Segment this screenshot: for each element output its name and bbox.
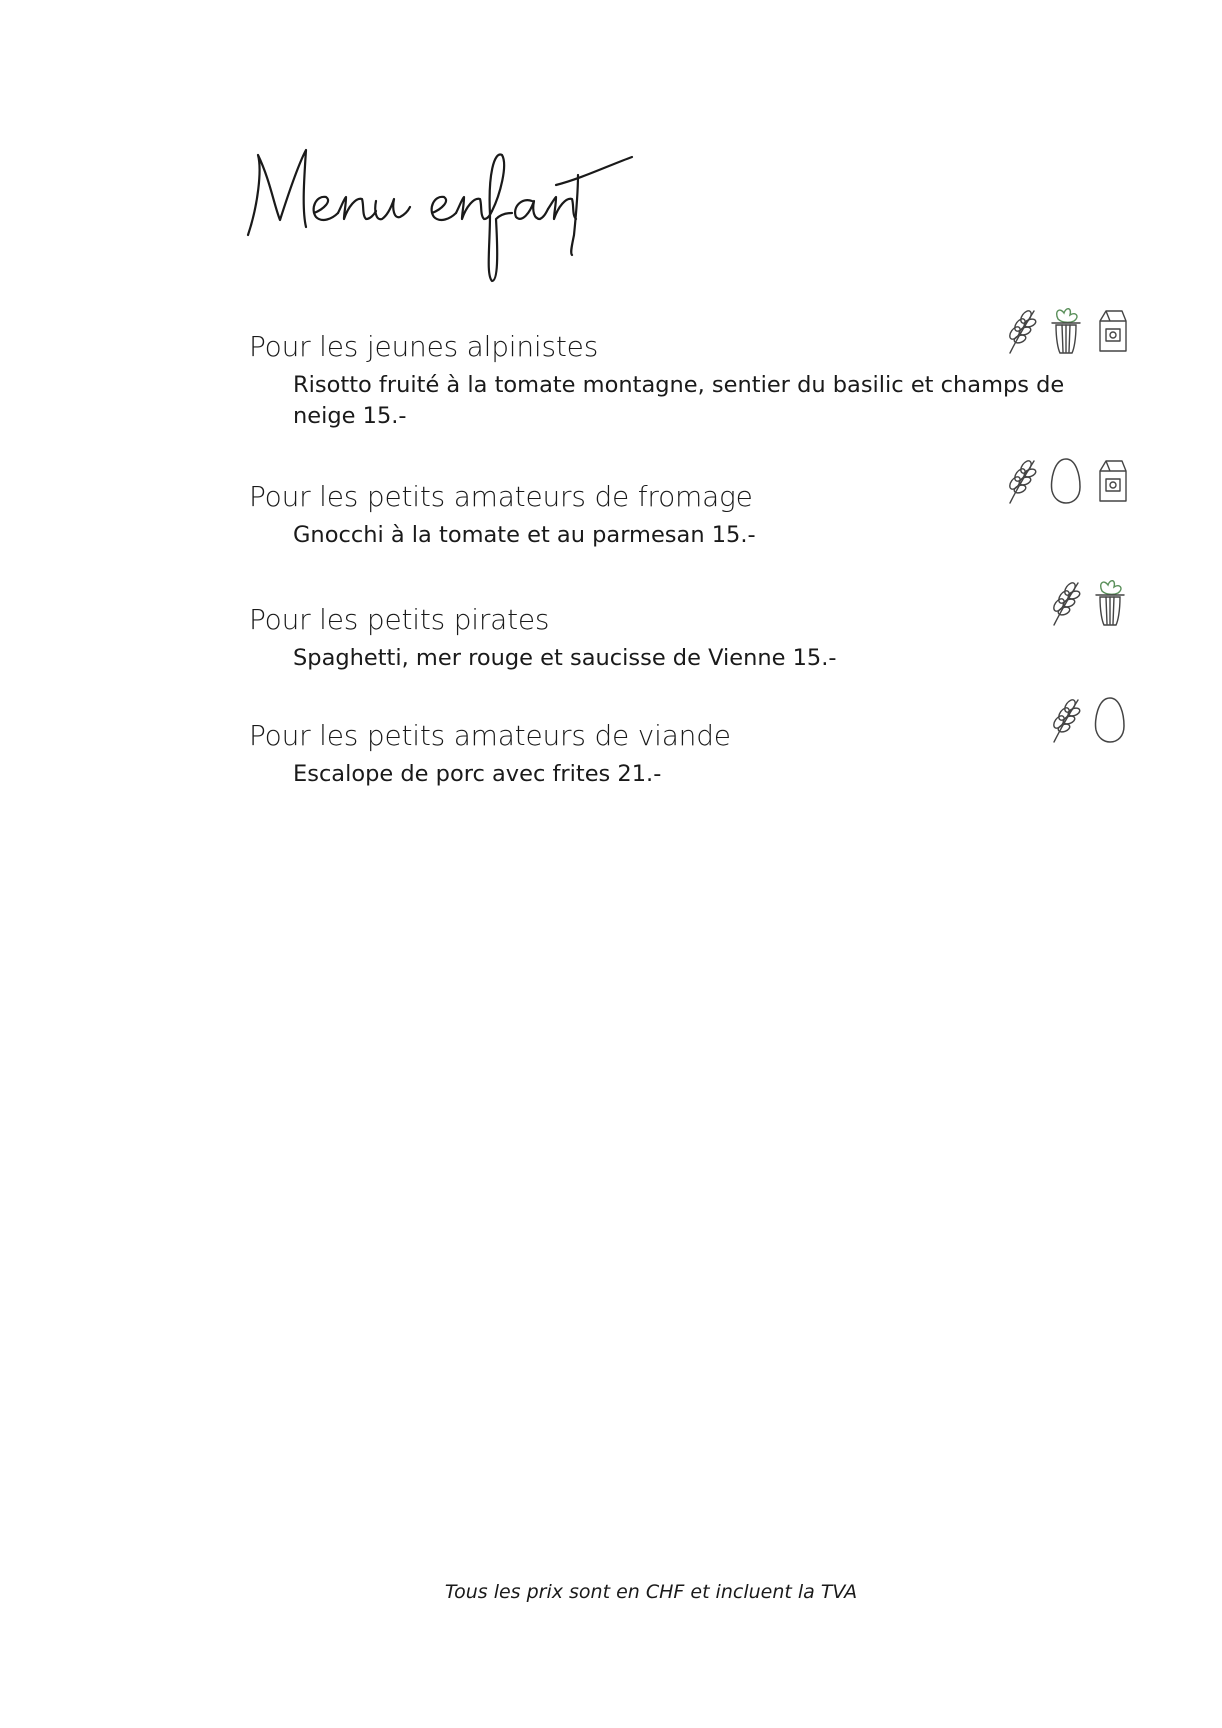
section-title: Pour les petits amateurs de fromage [249,480,753,513]
menu-section [249,603,1129,674]
wheat-icon [1046,577,1086,627]
wheat-icon [1002,305,1042,355]
allergen-icons [1046,694,1130,744]
egg-icon [1046,455,1086,505]
wheat-icon [1046,694,1086,744]
menu-section [249,719,1129,790]
egg-icon [1090,694,1130,744]
celery-icon [1046,305,1086,355]
wheat-icon [1002,455,1042,505]
section-title: Pour les petits pirates [249,603,550,636]
section-title: Pour les jeunes alpinistes [249,330,599,363]
price-note: Tous les prix sont en CHF et incluent la TVA [444,1581,858,1603]
celery-icon [1090,577,1130,627]
milk-carton-icon [1090,305,1130,355]
allergen-icons [1046,577,1130,627]
section-description: Spaghetti, mer rouge et saucisse de Vienne 15.- [293,645,837,671]
section-title: Pour les petits amateurs de viande [249,719,731,752]
menu-section [249,480,1129,551]
section-description: Escalope de porc avec frites 21.- [293,761,662,787]
allergen-icons [1002,455,1130,505]
milk-carton-icon [1090,455,1130,505]
handwritten-title-graphic [240,135,660,295]
menu-section [249,330,1129,432]
allergen-icons [1002,305,1130,355]
section-description: Gnocchi à la tomate et au parmesan 15.- [293,522,756,548]
page-title [240,135,660,295]
section-description: Risotto fruité à la tomate montagne, sentier du basilic et champs de neige 15.- [293,372,1065,429]
